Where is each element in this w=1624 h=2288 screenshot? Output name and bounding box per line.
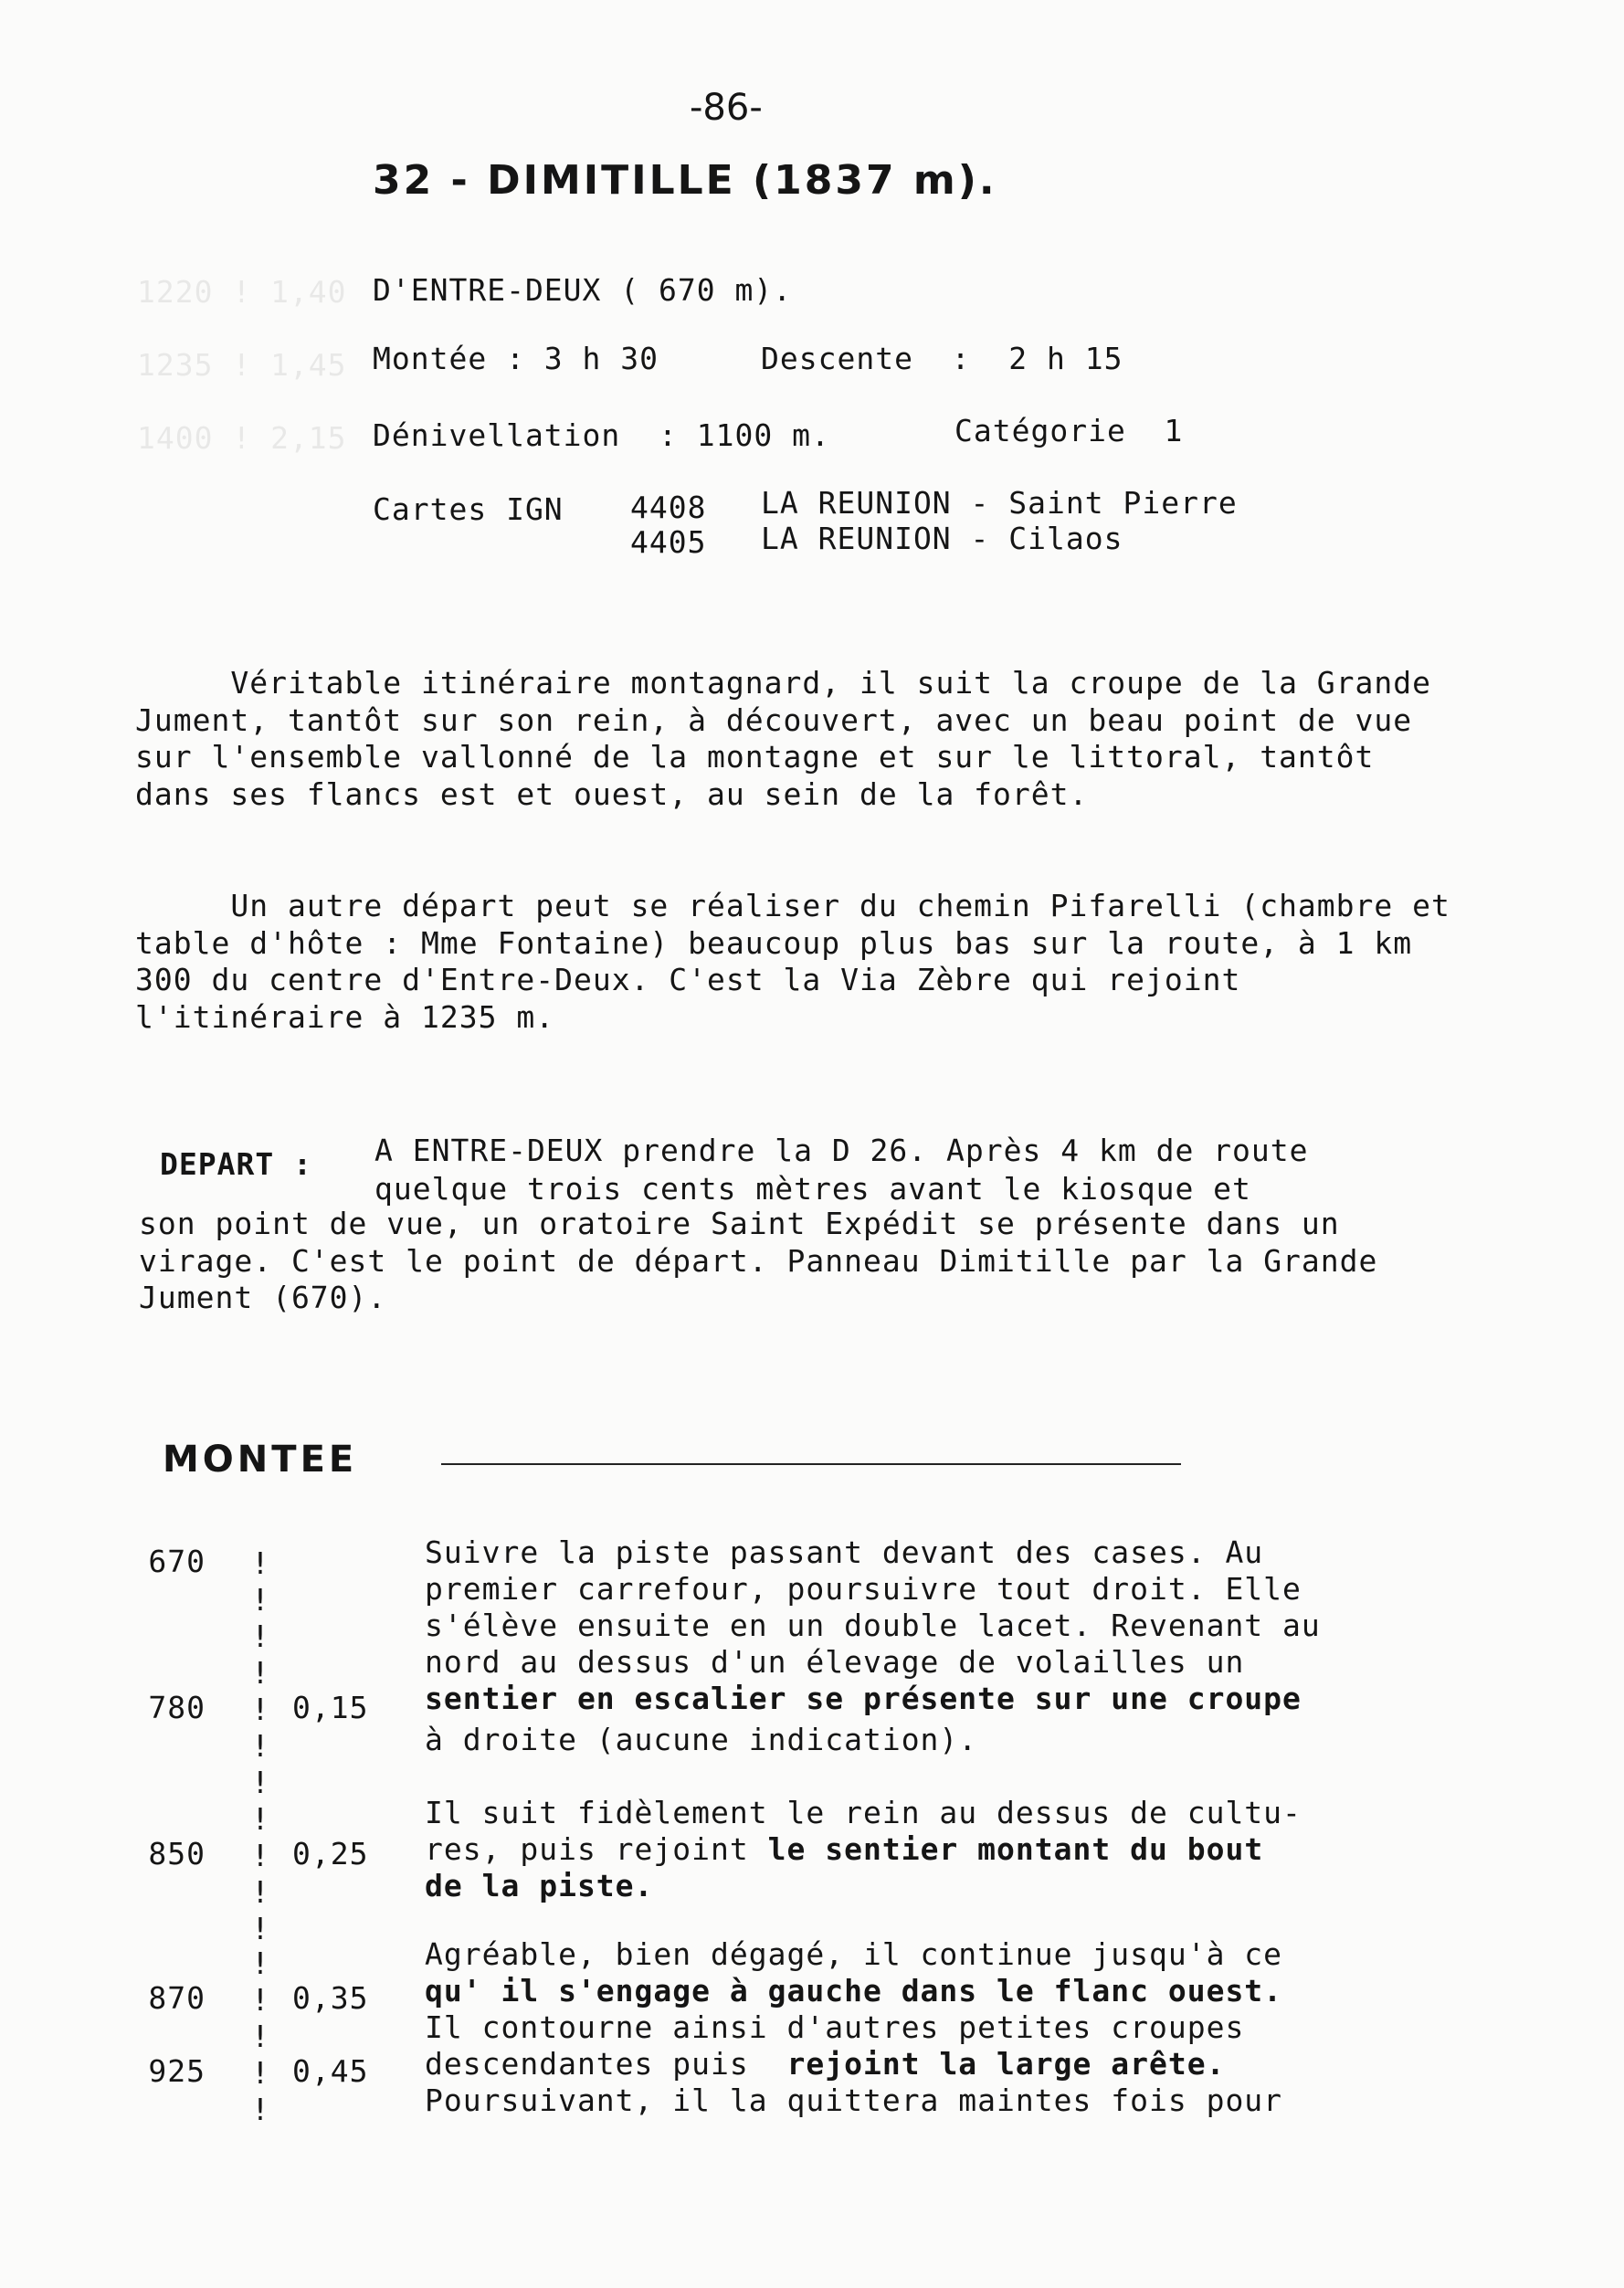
depart-rest: son point de vue, un oratoire Saint Expédit se présente dans un virage. C'est le point de départ. Panneau Dimitille par la Grande Jument (670). xyxy=(139,1206,1378,1315)
route-line xyxy=(425,2046,1225,2082)
route-line: Poursuivant, il la quittera maintes fois pour xyxy=(425,2082,1283,2118)
time-035: 0,35 xyxy=(292,1980,369,2016)
altitude-870: 870 xyxy=(148,1980,206,2016)
separator: ! xyxy=(251,2092,270,2127)
separator: ! xyxy=(251,1911,270,1946)
category: Catégorie 1 xyxy=(954,413,1184,448)
separator: ! xyxy=(251,1874,270,1910)
separator: ! xyxy=(251,1728,270,1764)
alt-start-paragraph: Un autre départ peut se réaliser du chemin Pifarelli (chambre et table d'hôte : Mme Fontaine) beaucoup plus bas sur la route, à 1 km 300 du centre d'Entre-Deux. C'est la Via Zèbre qui rejoint l'itinéraire à 1235 m. xyxy=(135,888,1470,1035)
route-line: Suivre la piste passant devant des cases. Au xyxy=(425,1534,1264,1570)
page-title: 32 - DIMITILLE (1837 m). xyxy=(373,157,997,204)
route-line-part: res, puis rejoint xyxy=(425,1831,768,1867)
separator: ! xyxy=(251,1582,270,1618)
route-line: à droite (aucune indication). xyxy=(425,1722,978,1757)
altitude-925: 925 xyxy=(148,2053,206,2089)
separator: ! xyxy=(251,1801,270,1837)
maps-label: Cartes IGN xyxy=(373,491,564,527)
separator: ! xyxy=(251,1618,270,1654)
time-045: 0,45 xyxy=(292,2053,369,2089)
route-line-bold: de la piste. xyxy=(425,1868,654,1903)
route-line-bold-part: rejoint la large arête. xyxy=(786,2046,1226,2082)
time-025: 0,25 xyxy=(292,1836,369,1872)
map2-code: 4405 xyxy=(630,524,707,560)
altitude-670: 670 xyxy=(148,1544,206,1579)
route-line: Agréable, bien dégagé, il continue jusqu'à ce xyxy=(425,1936,1283,1972)
start-point: D'ENTRE-DEUX ( 670 m). xyxy=(373,272,793,308)
route-line-bold-part: le sentier montant du bout xyxy=(767,1831,1264,1867)
separator: ! xyxy=(251,1765,270,1800)
elevation-gain: Dénivellation : 1100 m. xyxy=(373,417,830,453)
section-heading: MONTEE xyxy=(163,1439,358,1481)
altitude-780: 780 xyxy=(148,1690,206,1725)
altitude-850: 850 xyxy=(148,1836,206,1872)
bleed-through-text: 1220 ! 1,40 1235 ! 1,45 1400 ! 2,15 xyxy=(137,274,347,456)
route-line: Il suit fidèlement le rein au dessus de cultu- xyxy=(425,1795,1302,1830)
separator: ! xyxy=(251,1838,270,1873)
separator: ! xyxy=(251,2055,270,2091)
route-line: s'élève ensuite en un double lacet. Revenant au xyxy=(425,1608,1321,1643)
time-015: 0,15 xyxy=(292,1690,369,1725)
page-number: -86- xyxy=(690,87,763,129)
separator: ! xyxy=(251,1692,270,1727)
map1-code: 4408 xyxy=(630,490,707,525)
route-line: nord au dessus d'un élevage de volailles un xyxy=(425,1644,1245,1680)
separator: ! xyxy=(251,1945,270,1981)
separator: ! xyxy=(251,1982,270,2018)
intro-paragraph: Véritable itinéraire montagnard, il suit la croupe de la Grande Jument, tantôt sur son rein, à découvert, avec un beau point de vue sur l'ensemble vallonné de la montagne et sur le littoral, tantôt dans ses flancs est et ouest, au sein de la forêt. xyxy=(135,665,1450,812)
route-line-bold: sentier en escalier se présente sur une croupe xyxy=(425,1681,1302,1716)
separator: ! xyxy=(251,2019,270,2054)
separator: ! xyxy=(251,1545,270,1581)
section-rule xyxy=(441,1463,1181,1465)
depart-line-1: A ENTRE-DEUX prendre la D 26. Après 4 km de route xyxy=(374,1133,1309,1168)
depart-line-2: quelque trois cents mètres avant le kiosque et xyxy=(374,1171,1251,1207)
route-line xyxy=(425,1831,1263,1868)
separator: ! xyxy=(251,1655,270,1691)
depart-label: DEPART : xyxy=(160,1146,312,1182)
descent-time: Descente : 2 h 15 xyxy=(761,341,1123,376)
route-line-bold: qu' il s'engage à gauche dans le flanc ouest. xyxy=(425,1973,1283,2009)
route-line: premier carrefour, poursuivre tout droit. Elle xyxy=(425,1571,1302,1607)
map2-name: LA REUNION - Cilaos xyxy=(761,521,1123,556)
ascent-time: Montée : 3 h 30 xyxy=(373,341,659,376)
map1-name: LA REUNION - Saint Pierre xyxy=(761,485,1238,521)
route-line: Il contourne ainsi d'autres petites croupes xyxy=(425,2009,1245,2045)
route-line-part: descendantes puis xyxy=(425,2046,787,2082)
